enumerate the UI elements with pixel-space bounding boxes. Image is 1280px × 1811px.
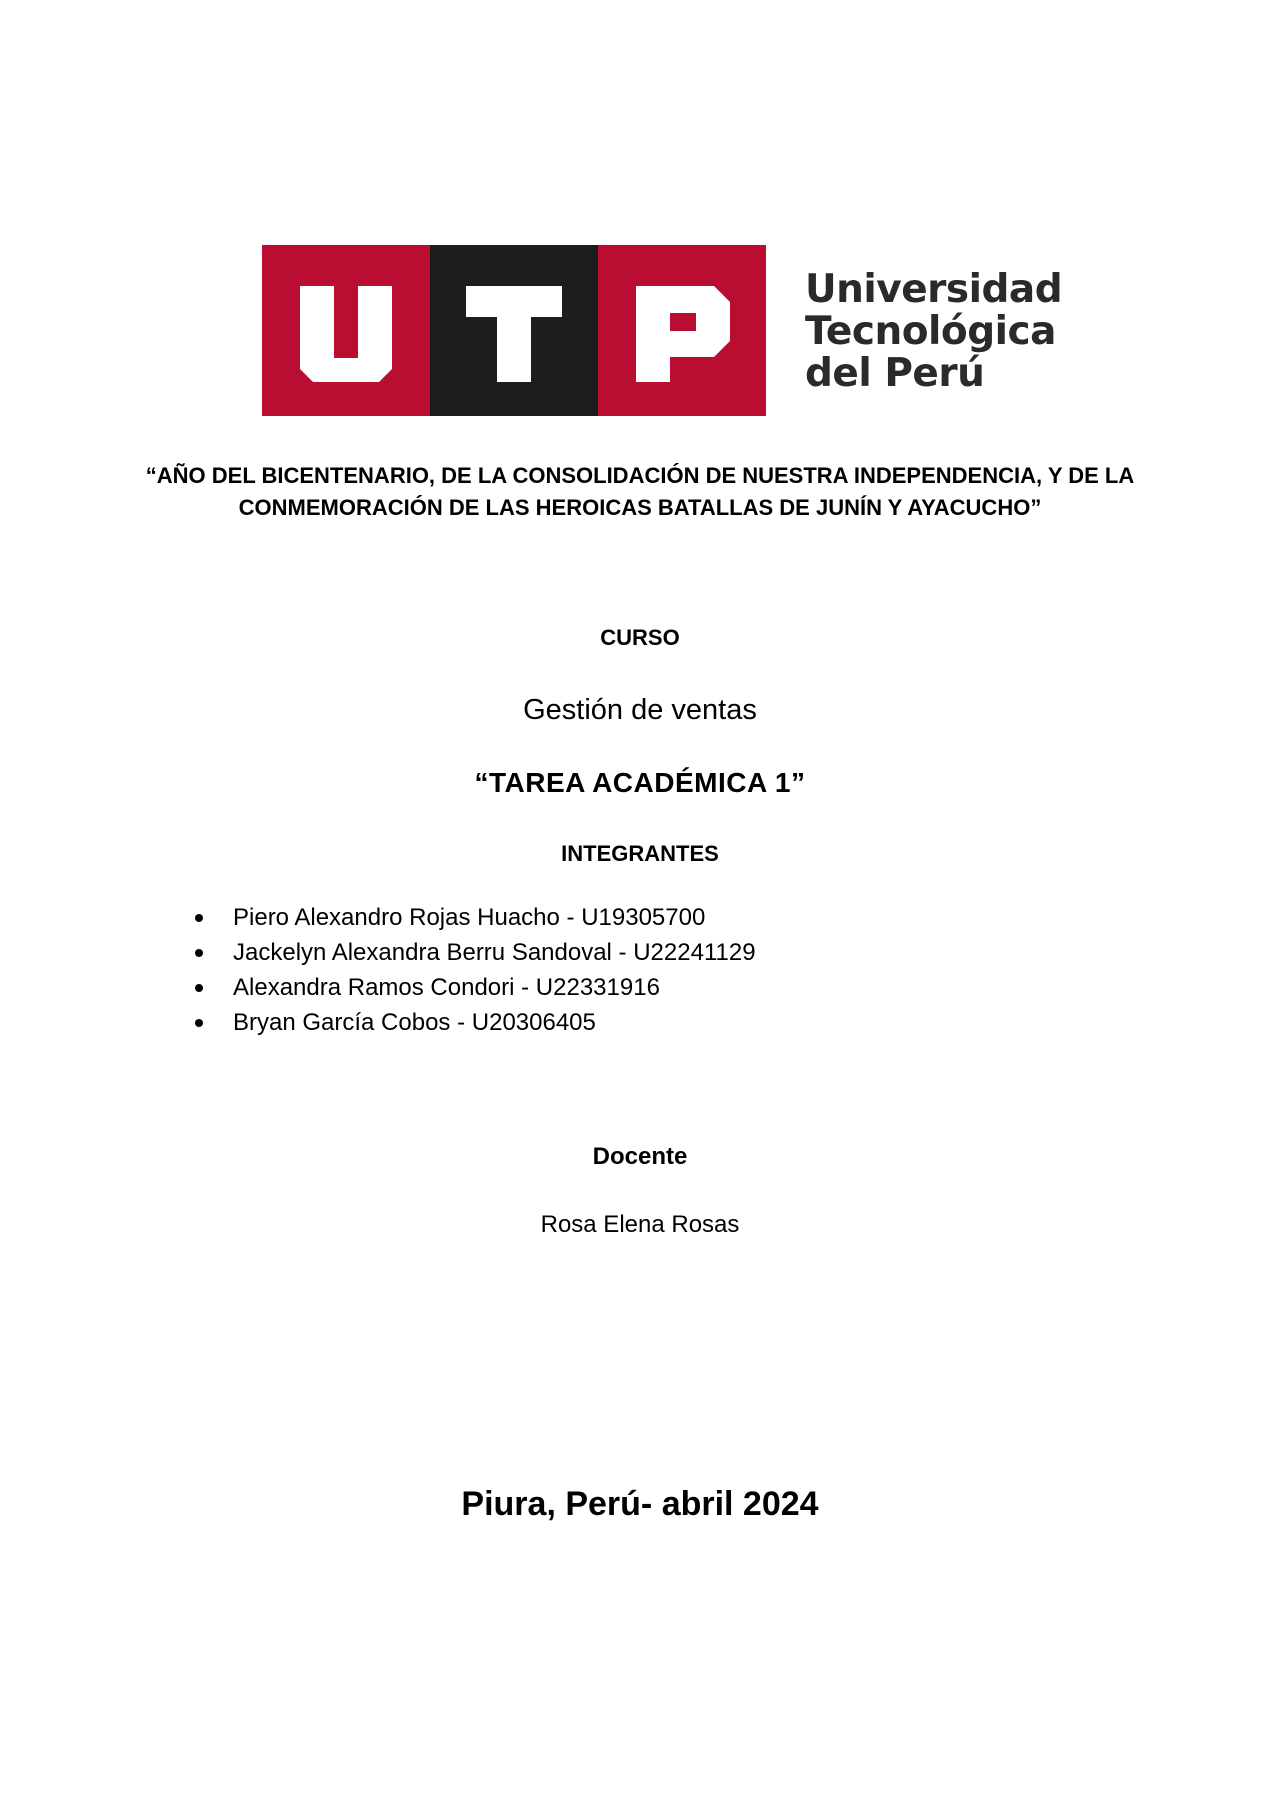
members-list: [190, 900, 756, 1040]
course-label: CURSO: [600, 625, 680, 650]
year-motto: “AÑO DEL BICENTENARIO, DE LA CONSOLIDACIÓN DE NUESTRA INDEPENDENCIA, Y DE LA CONMEMORACIÓN DE LAS HEROICAS BATALLAS DE JUNÍN Y AYACUCHO”: [145, 463, 1135, 520]
member-name: Jackelyn Alexandra Berru Sandoval - U22241129: [233, 939, 756, 966]
list-item: [190, 900, 756, 935]
bullet-icon: [195, 914, 203, 922]
teacher-label: Docente: [592, 1143, 688, 1170]
bullet-icon: [195, 1019, 203, 1027]
list-item: [190, 1005, 756, 1040]
course-name: Gestión de ventas: [523, 694, 757, 726]
bullet-icon: [195, 984, 203, 992]
list-item: [190, 935, 756, 970]
members-label: INTEGRANTES: [561, 841, 719, 866]
university-name-line-2: Tecnológica: [805, 309, 1056, 354]
logo-block-p: [598, 245, 766, 416]
university-name-line-3: del Perú: [805, 351, 985, 396]
member-name: Alexandra Ramos Condori - U22331916: [233, 974, 660, 1001]
utp-logo: [262, 245, 1063, 416]
letter-p-icon: [598, 245, 766, 416]
place-date: Piura, Perú- abril 2024: [461, 1485, 819, 1523]
teacher-name: Rosa Elena Rosas: [540, 1211, 740, 1238]
bullet-icon: [195, 949, 203, 957]
logo-block-t: [430, 245, 598, 416]
member-name: Bryan García Cobos - U20306405: [233, 1009, 596, 1036]
member-name: Piero Alexandro Rojas Huacho - U19305700: [233, 904, 706, 931]
university-name-line-1: Universidad: [805, 267, 1063, 312]
letter-u-icon: [262, 245, 430, 416]
logo-block-u: [262, 245, 430, 416]
university-name: [805, 269, 1062, 395]
letter-t-icon: [430, 245, 598, 416]
list-item: [190, 970, 756, 1005]
assignment-title: “TAREA ACADÉMICA 1”: [474, 767, 806, 798]
